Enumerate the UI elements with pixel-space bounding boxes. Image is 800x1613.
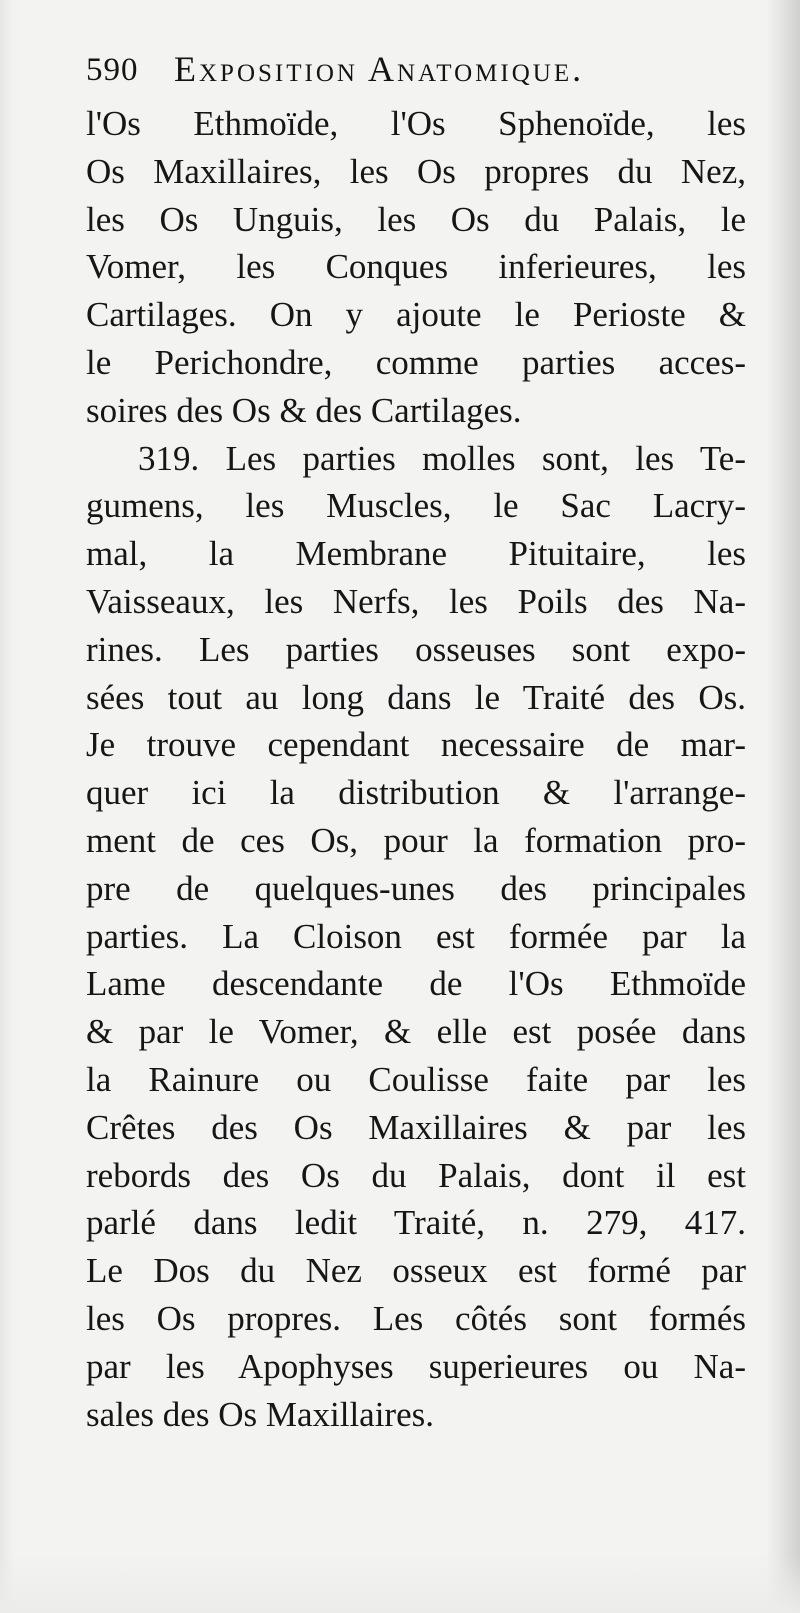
paragraph-start-line: 319. Les parties molles sont, les Te- [138,438,746,478]
text-line: Crêtes des Os Maxillaires & par les [86,1107,746,1147]
running-header [86,38,746,98]
text-line: parties. La Cloison est formée par la [86,916,746,956]
text-line: soires des Os & des Cartilages. [86,390,522,430]
page-number: 590 [86,52,139,88]
text-line: ment de ces Os, pour la formation pro- [86,820,746,860]
text-line: Lame descendante de l'Os Ethmoïde [86,964,746,1004]
text-line: Vaisseaux, les Nerfs, les Poils des Na- [86,581,746,621]
text-line: sales des Os Maxillaires. [86,1394,434,1434]
text-line: gumens, les Muscles, le Sac Lacry- [86,486,746,526]
text-line: Je trouve cependant necessaire de mar- [86,725,746,765]
text-line: sées tout au long dans le Traité des Os. [86,677,746,717]
body-text [86,100,746,1438]
page-bottom-shadow [0,1553,800,1613]
text-line: par les Apophyses superieures ou Na- [86,1346,746,1386]
text-line: mal, la Membrane Pituitaire, les [86,534,746,574]
text-line: les Os Unguis, les Os du Palais, le [86,199,746,239]
text-line: Vomer, les Conques inferieures, les [86,247,746,287]
text-line: rebords des Os du Palais, dont il est [86,1155,746,1195]
text-line: Le Dos du Nez osseux est formé par [86,1251,746,1291]
page-right-shadow [766,0,800,1613]
running-title: Exposition Anatomique. [174,49,585,89]
page-left-shadow [0,0,14,1613]
text-line: l'Os Ethmoïde, l'Os Sphenoïde, les [86,104,746,143]
text-line: parlé dans ledit Traité, n. 279, 417. [86,1203,746,1243]
text-line: le Perichondre, comme parties acces- [86,342,746,382]
text-line: la Rainure ou Coulisse faite par les [86,1059,746,1099]
text-line: les Os propres. Les côtés sont formés [86,1298,746,1338]
text-line: & par le Vomer, & elle est posée dans [86,1012,746,1052]
text-line: quer ici la distribution & l'arrange- [86,773,746,813]
text-line: rines. Les parties osseuses sont expo- [86,629,746,669]
text-line: Cartilages. On y ajoute le Perioste & [86,295,746,335]
text-line: Os Maxillaires, les Os propres du Nez, [86,151,746,191]
text-line: pre de quelques-unes des principales [86,868,746,908]
